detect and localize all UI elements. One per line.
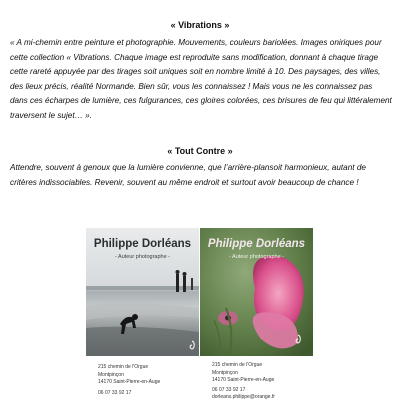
spiral-logo-icon	[188, 340, 196, 350]
card-address-line-3: 14170 Saint-Pierre-en-Auge	[98, 379, 161, 385]
card-address	[98, 364, 198, 387]
section-vibrations-title: « Vibrations »	[170, 20, 230, 30]
poppy-photo	[200, 228, 313, 356]
spiral-logo-icon	[294, 334, 302, 344]
card-phone: 06 07 33 92 17	[98, 390, 132, 396]
card-email: dorleans.philippe@orange.fr	[212, 394, 275, 400]
card-subtitle: - Auteur photographe -	[228, 254, 285, 260]
business-card-poppies	[200, 228, 313, 400]
card-address-line-2: Montpinçon	[212, 369, 238, 376]
card-address	[212, 362, 312, 385]
card-name: Philippe Dorléans	[207, 238, 306, 250]
card-address-line-2: Montpinçon	[98, 371, 124, 378]
section-tout-contre-paragraph: Attendre, souvent à genoux que la lumière convienne, que l’arrière-plansoit harmonieux, autant de critères indissociables. Revenir, souvent au même endroit et surtout avoir beaucoup de chance !	[10, 163, 366, 187]
card-name: Philippe Dorléans	[93, 238, 192, 250]
card-address-line-3: 14170 Saint-Pierre-en-Auge	[212, 377, 275, 383]
card-address-line-1: 215 chemin de l'Orgue	[98, 364, 149, 370]
business-card-beach	[86, 228, 199, 400]
beach-photo	[86, 228, 199, 356]
card-subtitle: - Auteur photographe -	[114, 254, 171, 260]
card-address-line-1: 215 chemin de l'Orgue	[212, 362, 263, 368]
card-phone: 06 07 33 92 17	[212, 387, 246, 393]
section-tout-contre-title: « Tout Contre »	[167, 146, 233, 156]
section-vibrations-paragraph: « A mi-chemin entre peinture et photographie. Mouvements, couleurs bariolées. Images oniriques pour cette collection « Vibrations. Chaque image est reproduite sans modification, donnant à chaque tirage cette rareté appuyée par des tirages soit uniques soit en nombre limité à 10. Des paysages, des villes, des lieux précis, réalité Normande. Bien sûr, vous les connaissez ! Mais vous ne les connaissez pas dans ces écharpes de lumière, ces fulgurances, ces gloires colorées, ces brisures de feu qui littéralement traversent le sujet… ».	[10, 38, 392, 120]
